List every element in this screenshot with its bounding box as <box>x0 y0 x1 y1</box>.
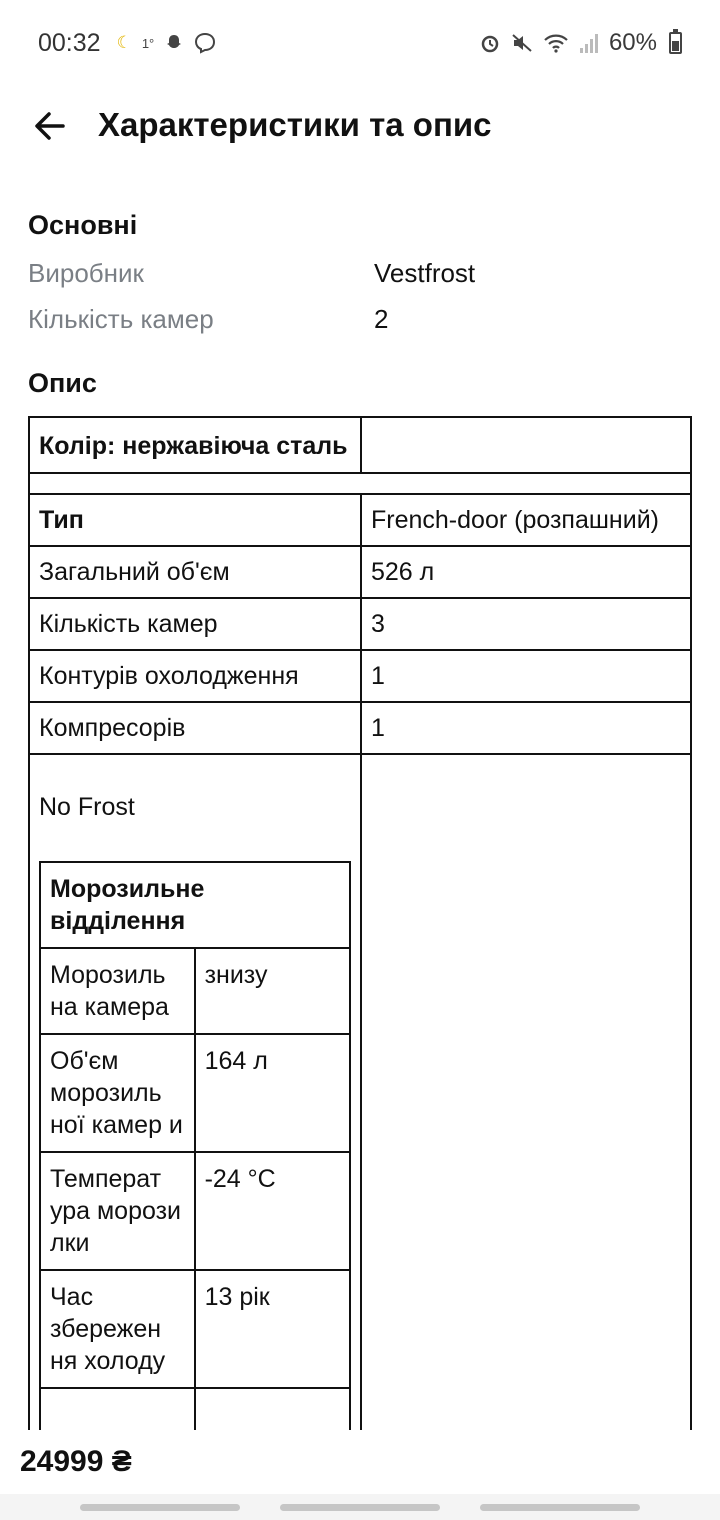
spec-value: 2 <box>374 303 389 334</box>
spec-value: Vestfrost <box>374 257 476 288</box>
spec-row <box>28 250 692 296</box>
basic-specs <box>28 210 692 399</box>
table-row-nofrost <box>29 754 691 1460</box>
freezer-table <box>39 861 351 1449</box>
table-spacer-row <box>29 473 691 494</box>
status-right <box>479 29 682 57</box>
spec-row <box>28 296 692 342</box>
table-value-cell: 526 л <box>361 546 691 598</box>
table-row <box>29 417 691 473</box>
table-value-cell: 1 <box>361 650 691 702</box>
freezer-value-cell: 13 рік <box>195 1270 350 1388</box>
freezer-value-cell: 164 л <box>195 1034 350 1152</box>
alarm-icon <box>479 32 501 54</box>
freezer-value-cell: знизу <box>195 948 350 1034</box>
freezer-key-cell: Температ ура морози лки <box>40 1152 195 1270</box>
status-left <box>38 29 216 58</box>
table-row <box>40 862 350 948</box>
table-row <box>40 1152 350 1270</box>
status-bar <box>0 0 720 86</box>
freezer-header: Морозильне відділення <box>40 862 350 948</box>
table-key-cell: Компресорів <box>29 702 361 754</box>
snapchat-icon <box>164 33 184 53</box>
freezer-key-cell: Об'єм морозиль ної камер и <box>40 1034 195 1152</box>
table-value-cell: French-door (розпашний) <box>361 494 691 546</box>
battery-icon <box>669 32 682 54</box>
wifi-icon <box>543 32 569 54</box>
table-row <box>29 598 691 650</box>
section-title-description: Опис <box>28 368 97 398</box>
section-title-basic: Основні <box>28 210 138 240</box>
battery-percent: 60% <box>608 29 657 56</box>
nofrost-label: No Frost <box>39 793 135 821</box>
signal-icon <box>579 32 599 54</box>
table-row <box>29 546 691 598</box>
color-value-cell <box>361 417 691 473</box>
table-value-cell: 1 <box>361 702 691 754</box>
system-nav-bar <box>0 1494 720 1520</box>
nav-home-button[interactable] <box>280 1504 440 1511</box>
table-value-cell: 3 <box>361 598 691 650</box>
table-row <box>29 702 691 754</box>
nav-back-button[interactable] <box>480 1504 640 1511</box>
app-header <box>0 96 720 158</box>
viber-icon <box>194 32 216 54</box>
price-bar <box>0 1430 720 1494</box>
table-key-cell: Тип <box>29 494 361 546</box>
nofrost-value-cell <box>361 754 691 1460</box>
spec-key: Кількість камер <box>28 303 214 334</box>
table-key-cell: Кількість камер <box>29 598 361 650</box>
color-cell: Колір: нержавіюча сталь <box>29 417 361 473</box>
table-key-cell: Загальний об'єм <box>29 546 361 598</box>
mute-icon <box>511 32 533 54</box>
nav-recent-button[interactable] <box>80 1504 240 1511</box>
description-table <box>28 416 692 1461</box>
price-label: 24999 ₴ <box>20 1445 132 1478</box>
moon-icon: ☾ <box>116 33 132 52</box>
status-time: 00:32 <box>38 28 101 57</box>
freezer-key-cell: Морозиль на камера <box>40 948 195 1034</box>
temperature-indicator: 1° <box>141 35 155 51</box>
table-row <box>29 494 691 546</box>
spec-key: Виробник <box>28 257 144 288</box>
nofrost-cell <box>29 754 361 1460</box>
page-title: Характеристики та опис <box>98 106 492 143</box>
freezer-key-cell: Час збережен ня холоду <box>40 1270 195 1388</box>
freezer-value-cell: -24 °C <box>195 1152 350 1270</box>
table-row <box>40 1034 350 1152</box>
back-button[interactable] <box>28 104 72 148</box>
table-row <box>29 650 691 702</box>
table-key-cell: Контурів охолодження <box>29 650 361 702</box>
table-row <box>40 948 350 1034</box>
arrow-left-icon <box>33 109 67 143</box>
table-row <box>40 1270 350 1388</box>
